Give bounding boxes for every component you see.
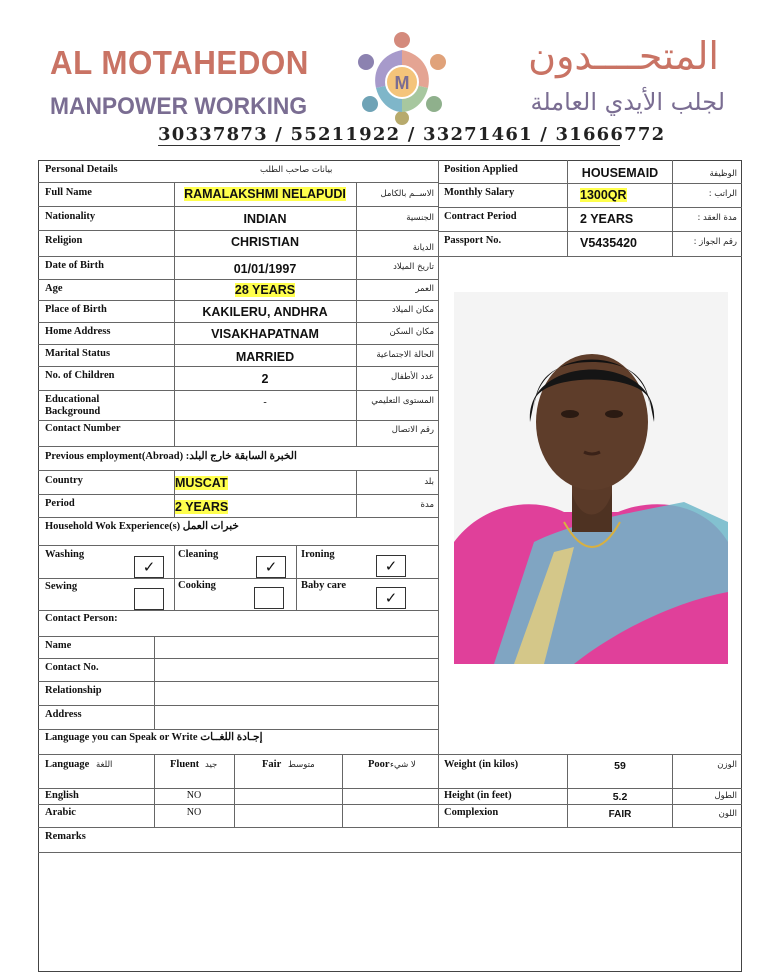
full-name-value: RAMALAKSHMI NELAPUDI	[184, 187, 346, 201]
logo-letter: M	[394, 73, 410, 93]
brand-name-en: AL MOTAHEDON	[50, 44, 309, 81]
language-heading: Language you can Speak or Write إجـادة اللغــات	[45, 732, 263, 743]
religion-value: CHRISTIAN	[230, 235, 300, 249]
company-logo	[346, 30, 458, 126]
cleaning-checkbox[interactable]	[256, 556, 286, 578]
contact-number-label: Contact No.	[45, 662, 99, 673]
phone-numbers: 30337873 / 55211922 / 33271461 / 31666772	[158, 124, 666, 145]
weight-value: 59	[614, 760, 626, 772]
checkmark-icon: ✓	[384, 589, 398, 607]
height-value: 5.2	[612, 791, 628, 803]
brand-name-ar: المتحــــدون	[528, 34, 719, 78]
salary-value: 1300QR	[580, 188, 627, 202]
brand-subtitle-ar: لجلب الأيدي العاملة	[530, 88, 725, 116]
brand-subtitle-en: MANPOWER WORKING	[50, 93, 308, 120]
household-experience-heading: Household Wok Experience(s) خبرات العمل	[45, 521, 239, 532]
remarks-label: Remarks	[45, 831, 86, 842]
position-applied-value: HOUSEMAID	[581, 166, 659, 180]
phones-underline	[158, 145, 620, 146]
address-label: Address	[45, 709, 82, 720]
education-value: -	[263, 397, 267, 408]
place-of-birth-value: KAKILERU, ANDHRA	[202, 305, 328, 319]
country-value: MUSCAT	[175, 476, 228, 490]
previous-employment-heading: Previous employment(Abroad) :الخبرة السابقة خارج البلد	[45, 451, 297, 462]
checkmark-icon: ✓	[264, 558, 278, 576]
contact-person-heading: Contact Person:	[45, 613, 118, 624]
cooking-checkbox[interactable]	[254, 587, 284, 609]
complexion-value: FAIR	[608, 809, 632, 820]
marital-status-value: MARRIED	[235, 350, 295, 364]
children-value: 2	[261, 372, 269, 386]
period-value: 2 YEARS	[175, 500, 229, 514]
personal-details-heading-ar: بيانات صاحب الطلب	[260, 165, 333, 175]
ironing-checkbox[interactable]	[376, 555, 406, 577]
passport-value: V5435420	[580, 236, 638, 250]
personal-details-heading: Personal Details	[45, 164, 118, 175]
contract-period-value: 2 YEARS	[580, 212, 634, 226]
age-value: 28 YEARS	[234, 283, 296, 297]
contact-name-label: Name	[45, 640, 72, 651]
checkmark-icon: ✓	[142, 558, 156, 576]
checkmark-icon: ✓	[384, 557, 398, 575]
relationship-label: Relationship	[45, 685, 102, 696]
nationality-value: INDIAN	[243, 212, 287, 226]
baby-care-checkbox[interactable]	[376, 587, 406, 609]
dob-value: 01/01/1997	[233, 262, 297, 276]
washing-checkbox[interactable]	[134, 556, 164, 578]
applicant-photo	[454, 292, 728, 664]
home-address-value: VISAKHAPATNAM	[211, 327, 319, 341]
sewing-checkbox[interactable]	[134, 588, 164, 610]
